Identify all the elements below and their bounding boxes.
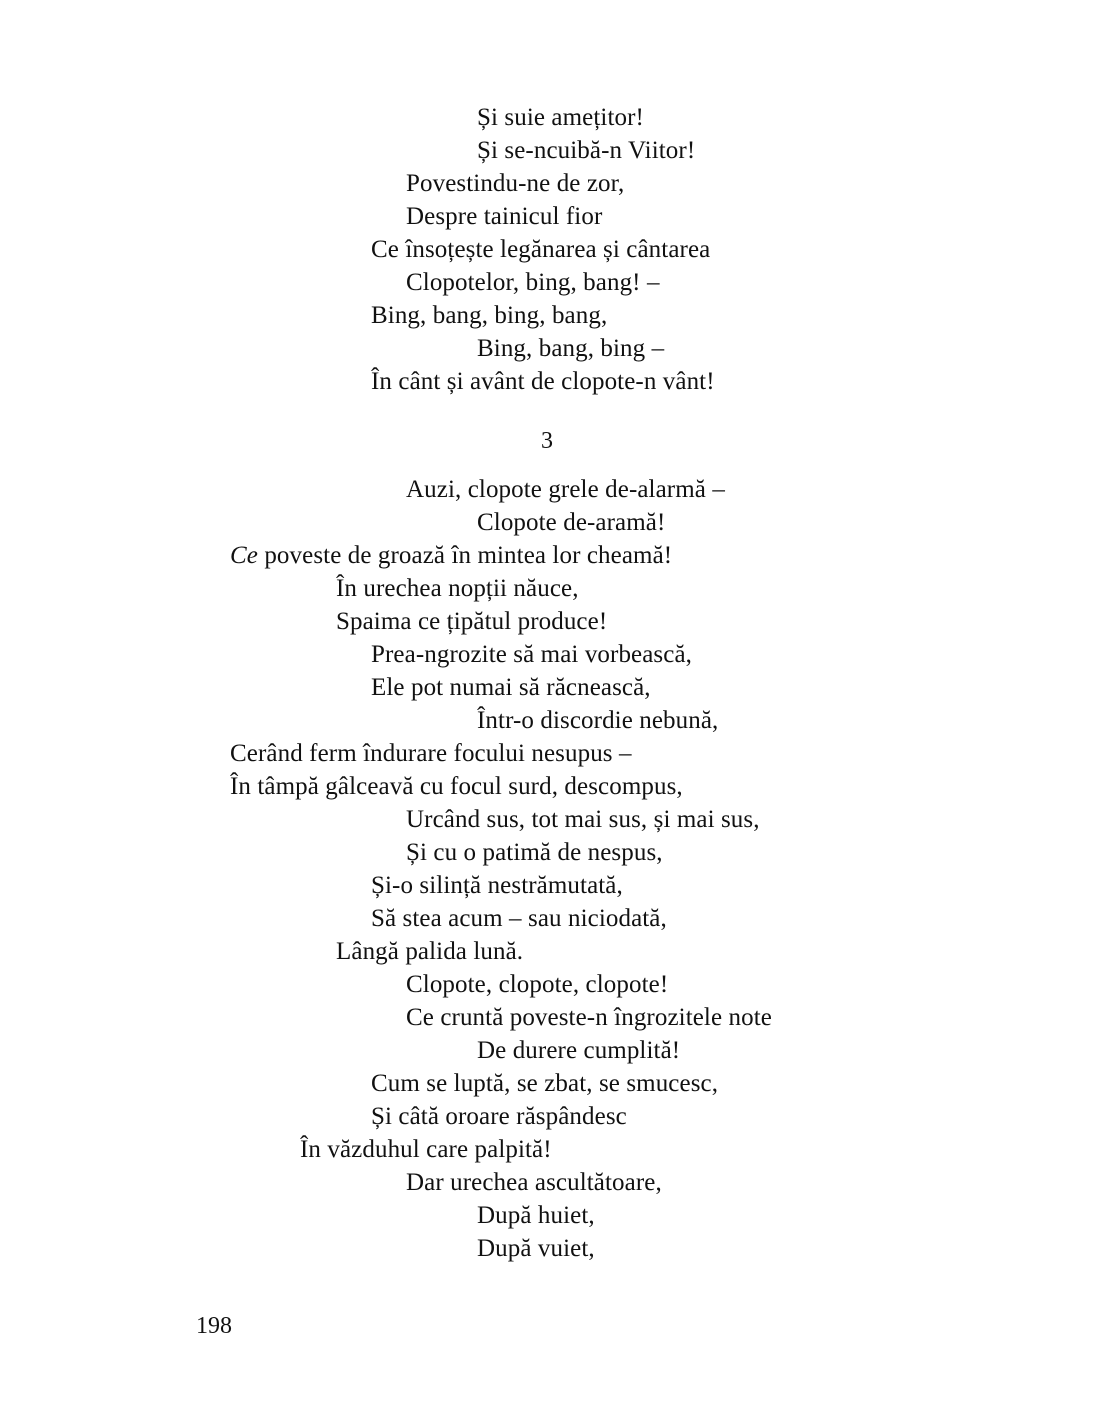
poem-line: Și cu o patimă de nespus, bbox=[406, 839, 663, 866]
poem-line: Dar urechea ascultătoare, bbox=[406, 1169, 662, 1196]
poem-line: Bing, bang, bing – bbox=[477, 335, 665, 362]
poem-line: Ele pot numai să răcnească, bbox=[371, 674, 651, 701]
poem-line: Clopotelor, bing, bang! – bbox=[406, 269, 660, 296]
poem-line: Bing, bang, bing, bang, bbox=[371, 302, 608, 329]
poem-line: Cerând ferm îndurare focului nesupus – bbox=[230, 740, 632, 767]
poem-line: Lângă palida lună. bbox=[336, 938, 524, 965]
poem-line: Despre tainicul fior bbox=[406, 203, 603, 230]
poem-line: Și-o silință nestrămutată, bbox=[371, 872, 623, 899]
poem-line: Cum se luptă, se zbat, se smucesc, bbox=[371, 1070, 719, 1097]
poem-line: Într-o discordie nebună, bbox=[477, 707, 719, 734]
poem-line: Prea-ngrozite să mai vorbească, bbox=[371, 641, 693, 668]
poem-line: Clopote de-aramă! bbox=[477, 509, 666, 536]
poem-line: Și se-ncuibă-n Viitor! bbox=[477, 137, 696, 164]
poem-line: În tâmpă gâlceavă cu focul surd, descompus, bbox=[230, 773, 683, 800]
poem-line: După vuiet, bbox=[477, 1235, 595, 1262]
poem-line: Și suie amețitor! bbox=[477, 104, 644, 131]
page-number: 198 bbox=[196, 1313, 232, 1339]
poem-line: Povestindu-ne de zor, bbox=[406, 170, 625, 197]
poem-line: Spaima ce țipătul produce! bbox=[336, 608, 608, 635]
line-text: poveste de groază în mintea lor cheamă! bbox=[257, 542, 673, 569]
poem-line: De durere cumplită! bbox=[477, 1037, 681, 1064]
section-number: 3 bbox=[541, 428, 553, 454]
poem-line: În cânt și avânt de clopote-n vânt! bbox=[371, 368, 715, 395]
poem-line: Urcând sus, tot mai sus, și mai sus, bbox=[406, 806, 760, 833]
poem-line: Să stea acum – sau niciodată, bbox=[371, 905, 667, 932]
poem-line: Ce însoțește legănarea și cântarea bbox=[371, 236, 711, 263]
poem-line: Ce cruntă poveste-n îngrozitele note bbox=[406, 1004, 772, 1031]
poem-line: Clopote, clopote, clopote! bbox=[406, 971, 669, 998]
poem-line: În văzduhul care palpită! bbox=[300, 1136, 552, 1163]
poem-line: În urechea nopții năuce, bbox=[336, 575, 579, 602]
poem-line: Și câtă oroare răspândesc bbox=[371, 1103, 627, 1130]
poem-line: Auzi, clopote grele de-alarmă – bbox=[406, 476, 725, 503]
poem-line: După huiet, bbox=[477, 1202, 595, 1229]
poem-line bbox=[230, 541, 672, 571]
italic-word: Ce bbox=[230, 542, 258, 569]
